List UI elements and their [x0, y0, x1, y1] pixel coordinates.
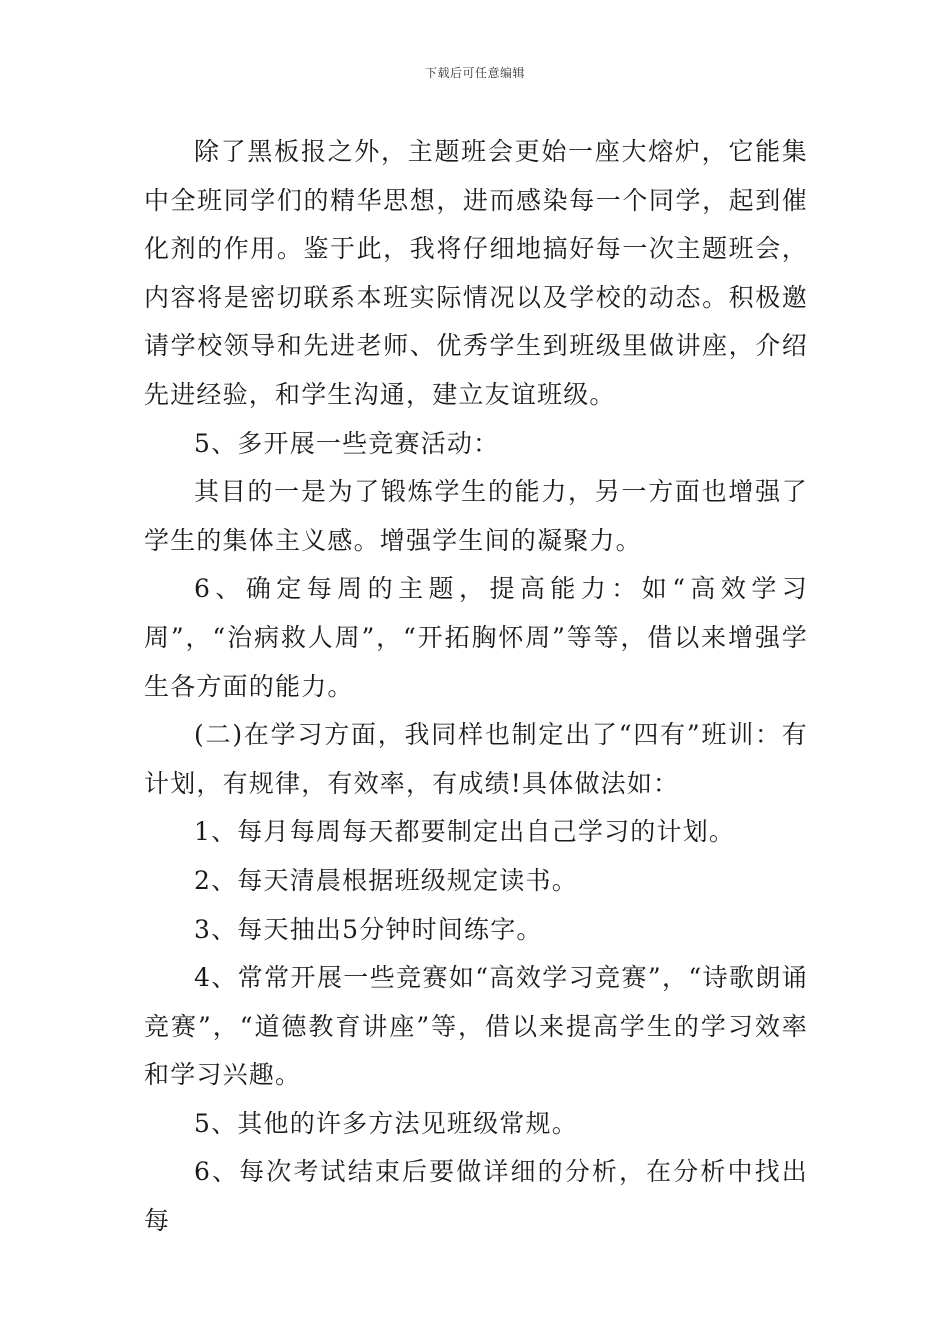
- paragraph-4: 6、确定每周的主题，提高能力：如“高效学习周”，“治病救人周”，“开拓胸怀周”等等，借以来增强学生各方面的能力。: [144, 574, 808, 701]
- document-body: [144, 128, 808, 1246]
- page-header-note: 下载后可任意编辑: [424, 66, 525, 80]
- paragraph-5: (二)在学习方面，我同样也制定出了“四有”班训：有计划，有规律，有效率，有成绩!具体做法如：: [144, 720, 808, 798]
- paragraph-3: 其目的一是为了锻炼学生的能力，另一方面也增强了学生的集体主义感。增强学生间的凝聚力。: [144, 477, 808, 555]
- paragraph-11: 6、每次考试结束后要做详细的分析，在分析中找出每: [144, 1157, 808, 1236]
- paragraph-2: 5、多开展一些竞赛活动：: [194, 428, 500, 458]
- paragraph-9: 4、常常开展一些竞赛如“高效学习竞赛”，“诗歌朗诵竞赛”，“道德教育讲座”等，借以来提高学生的学习效率和学习兴趣。: [144, 963, 808, 1090]
- paragraph-8: 3、每天抽出5分钟时间练字。: [194, 914, 543, 944]
- paragraph-1: 除了黑板报之外，主题班会更始一座大熔炉，它能集中全班同学们的精华思想，进而感染每一个同学，起到催化剂的作用。鉴于此，我将仔细地搞好每一次主题班会，内容将是密切联系本班实际情况以及学校的动态。积极邀请学校领导和先进老师、优秀学生到班级里做讲座，介绍先进经验，和学生沟通，建立友谊班级。: [144, 137, 808, 409]
- paragraph-10: 5、其他的许多方法见班级常规。: [194, 1108, 578, 1138]
- paragraph-6: 1、每月每周每天都要制定出自己学习的计划。: [194, 817, 736, 847]
- paragraph-7: 2、每天清晨根据班级规定读书。: [194, 865, 578, 895]
